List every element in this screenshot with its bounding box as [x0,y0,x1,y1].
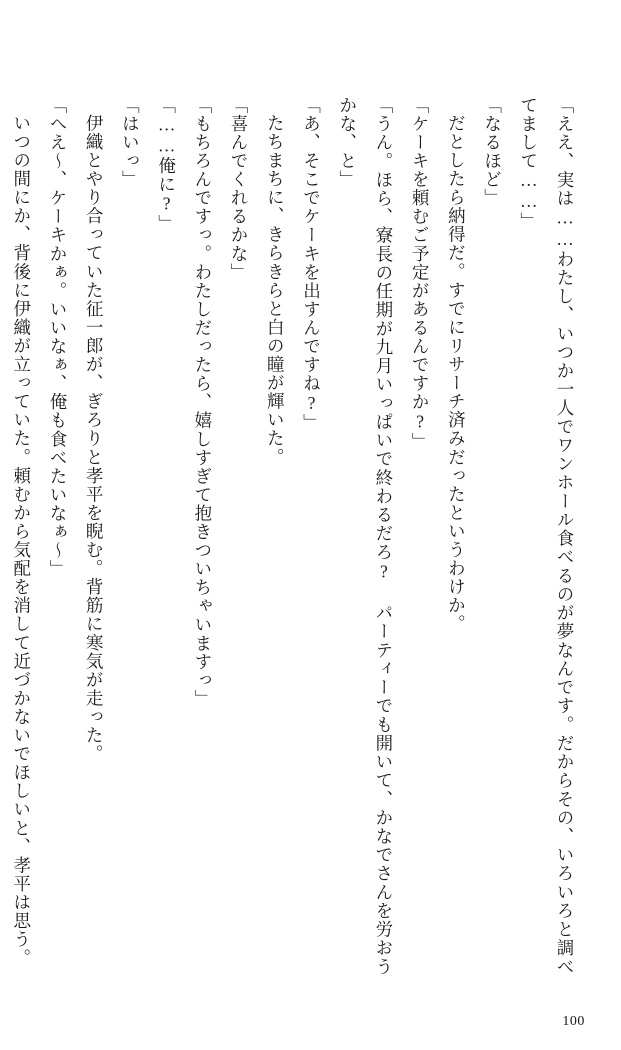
paragraph: 「うん。ほら、寮長の任期が九月いっぱいで終わるだろ? パーティーでも開いて、かなでさんを労おうかな、と」 [337,96,394,976]
paragraph: 「なるほど」 [482,96,503,208]
paragraph: 「喜んでくれるかな」 [229,96,250,282]
paragraph: いつの間にか、背後に伊織が立っていた。頼むから気配を消して近づかないでほしいと、孝平は思う。 [11,113,32,967]
paragraph: 伊織とやり合っていた征一郎が、ぎろりと孝平を睨む。背筋に寒気が走った。 [84,113,105,763]
page-text-body [11,96,583,976]
paragraph: 「……俺に?」 [156,96,177,234]
paragraph: 「ええ、実は……わたし、いつか一人でワンホール食べるのが夢なんです。だからその、いろいろと調べてまして……」 [518,96,575,976]
paragraph: だとしたら納得だ。すでにリサーチ済みだったというわけか。 [446,113,467,633]
page-number: 100 [562,1014,585,1029]
paragraph: 「あ、そこでケーキを出すんですね?」 [301,96,322,433]
paragraph: 「もちろんですっ。わたしだったら、嬉しすぎて抱きついちゃいますっ」 [192,96,213,709]
paragraph: 「へえ〜、ケーキかぁ。いいなぁ、俺も食べたいなぁ〜」 [47,96,68,579]
paragraph: 「ケーキを頼むご予定があるんですか?」 [410,96,431,451]
paragraph: たちまちに、きらきらと白の瞳が輝いた。 [265,113,286,466]
paragraph: 「はいっ」 [120,96,141,189]
